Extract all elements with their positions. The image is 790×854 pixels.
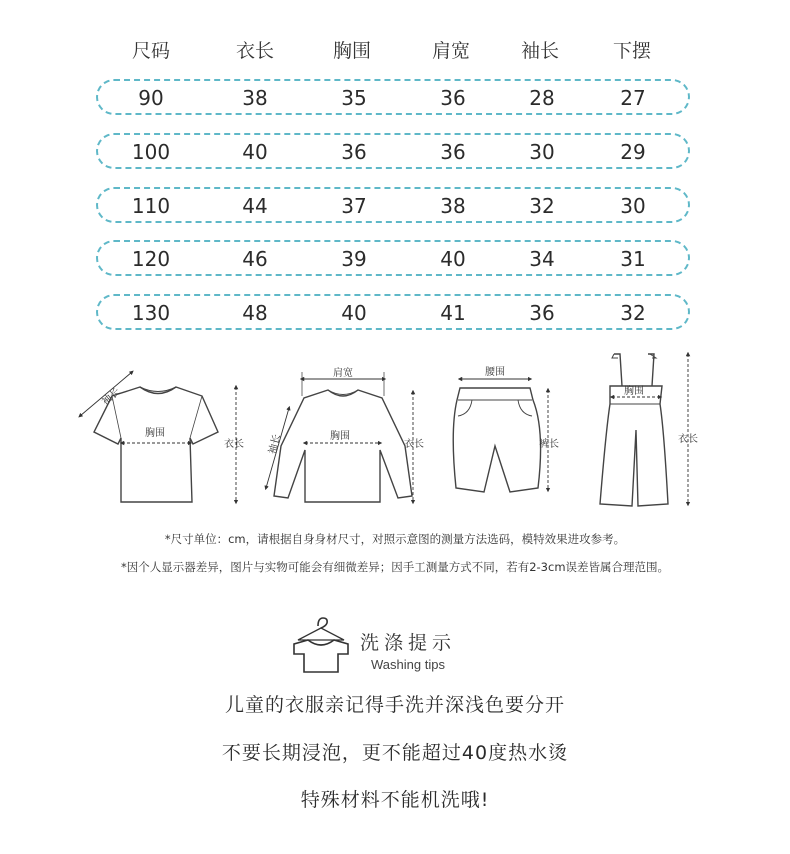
cell-chest: 36 <box>341 140 367 164</box>
overalls-diagram <box>600 354 688 506</box>
cell-size: 120 <box>131 247 171 271</box>
cell-chest: 35 <box>341 86 367 110</box>
cell-length: 40 <box>242 140 268 164</box>
header-sleeve: 袖长 <box>520 40 560 62</box>
cell-shoulder: 38 <box>440 194 466 218</box>
cell-hem: 30 <box>620 194 646 218</box>
tshirt-sleeve-label: 袖长 <box>100 386 123 408</box>
measurement-diagrams <box>0 350 790 510</box>
sweater-length-label: 衣长 <box>404 439 424 450</box>
washing-title: 洗涤提示 <box>360 632 457 654</box>
overalls-length-label: 衣长 <box>678 434 698 445</box>
cell-sleeve: 32 <box>529 194 555 218</box>
cell-hem: 31 <box>620 247 646 271</box>
cell-shoulder: 40 <box>440 247 466 271</box>
cell-chest: 39 <box>341 247 367 271</box>
shorts-waist-label: 腰围 <box>485 367 505 378</box>
cell-sleeve: 30 <box>529 140 555 164</box>
overalls-chest-label: 胸围 <box>624 386 644 397</box>
sweater-chest-label: 胸围 <box>330 431 350 442</box>
measurement-note: *因个人显示器差异，图片与实物可能会有细微差异；因手工测量方式不同，若有2-3cm误差皆属合理范围。 <box>120 560 670 574</box>
shorts-length-label: 裤长 <box>539 439 559 450</box>
washing-tip: 儿童的衣服亲记得手洗并深浅色要分开 <box>224 694 565 716</box>
sweater-shoulder-label: 肩宽 <box>333 368 353 379</box>
cell-sleeve: 28 <box>529 86 555 110</box>
cell-size: 130 <box>131 301 171 325</box>
cell-sleeve: 36 <box>529 301 555 325</box>
cell-hem: 29 <box>620 140 646 164</box>
header-size: 尺码 <box>131 40 171 62</box>
cell-hem: 27 <box>620 86 646 110</box>
cell-sleeve: 34 <box>529 247 555 271</box>
tshirt-chest-label: 胸围 <box>145 428 165 439</box>
size-row <box>96 187 690 223</box>
sweater-sleeve-label: 袖长 <box>267 433 284 456</box>
size-row <box>96 79 690 115</box>
header-length: 衣长 <box>235 40 275 62</box>
size-table-header <box>0 36 790 62</box>
cell-length: 38 <box>242 86 268 110</box>
cell-length: 48 <box>242 301 268 325</box>
cell-length: 44 <box>242 194 268 218</box>
cell-shoulder: 41 <box>440 301 466 325</box>
cell-chest: 40 <box>341 301 367 325</box>
header-hem: 下摆 <box>612 40 652 62</box>
washing-tip: 不要长期浸泡，更不能超过40度热水烫 <box>221 742 569 764</box>
washing-tip: 特殊材料不能机洗哦! <box>300 789 490 811</box>
cell-size: 100 <box>131 140 171 164</box>
cell-hem: 32 <box>620 301 646 325</box>
tshirt-length-label: 衣长 <box>224 439 244 450</box>
cell-size: 110 <box>131 194 171 218</box>
cell-length: 46 <box>242 247 268 271</box>
header-shoulder: 肩宽 <box>431 40 471 62</box>
cell-shoulder: 36 <box>440 140 466 164</box>
shorts-diagram <box>453 379 548 492</box>
size-row <box>96 240 690 276</box>
hanger-shirt-icon <box>290 616 352 676</box>
cell-chest: 37 <box>341 194 367 218</box>
cell-shoulder: 36 <box>440 86 466 110</box>
size-note: *尺寸单位：cm，请根据自身身材尺寸，对照示意图的测量方法选码，模特效果进攻参考。 <box>164 532 626 546</box>
washing-subtitle: Washing tips <box>371 657 445 672</box>
cell-size: 90 <box>138 86 164 110</box>
header-chest: 胸围 <box>332 40 372 62</box>
size-row <box>96 294 690 330</box>
size-row <box>96 133 690 169</box>
